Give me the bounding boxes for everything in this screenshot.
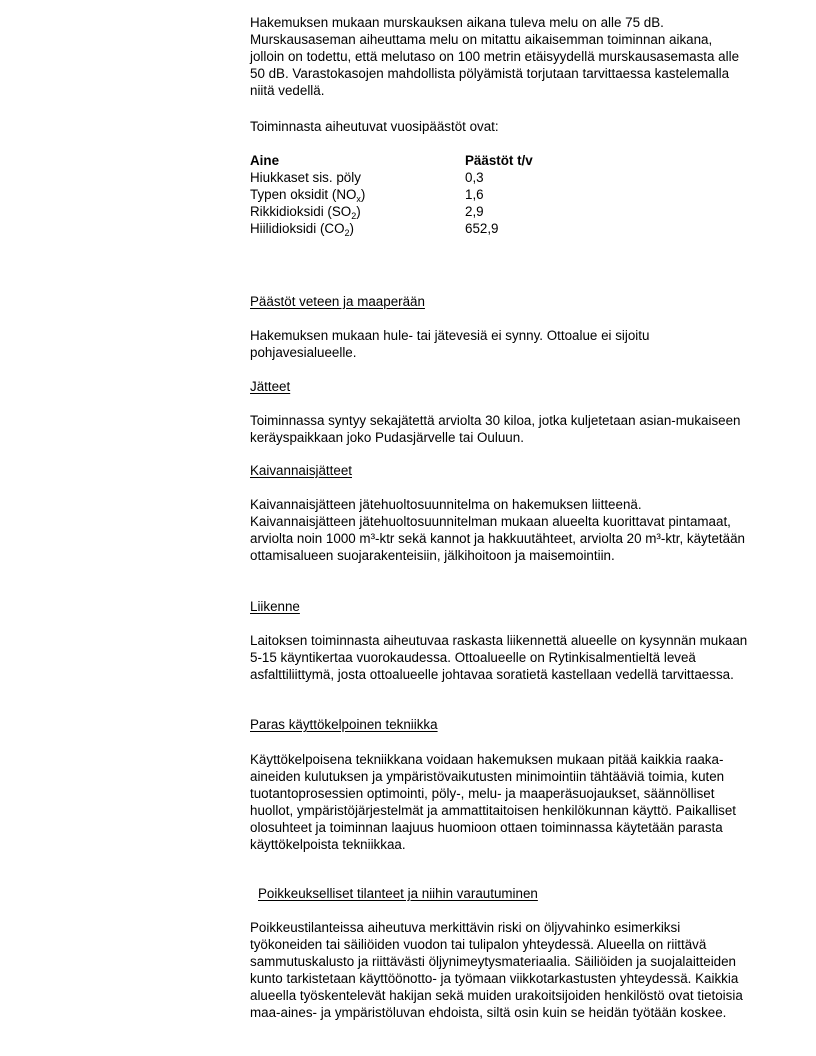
substance-cell: Typen oksidit $(NO_x)$ — [250, 186, 366, 204]
section-heading: Paras käyttökelpoinen tekniikka — [250, 717, 438, 732]
emissions-table-block — [250, 153, 750, 238]
table-row — [250, 170, 533, 187]
table-row — [250, 221, 533, 238]
section-water-soil — [250, 294, 750, 311]
section-heading: Liikenne — [250, 599, 300, 614]
section-text: Kaivannaisjätteen jätehuoltosuunnitelma on hakemuksen liitteenä. Kaivannaisjätteen jätehuoltosuunnitelman mukaan alueelta kuorittavat pintamaat, arviolta noin 1000 m³-ktr sekä kannot ja hakkuutähteet, arviolta 20 m³-ktr, käytetään ottamisalueen suojarakenteisiin, jälkihoitoon ja maisemointiin. — [250, 497, 745, 563]
section-text: Laitoksen toiminnasta aiheutuvaa raskasta liikennettä alueelle on kysynnän mukaan 5-15 käyntikertaa vuorokaudessa. Ottoalueelle on Rytinkisalmentieltä leveä asfalttiliittymä, josta ottoalueelle johtavaa soratietä kastellaan vedellä tarvittaessa. — [250, 633, 748, 682]
section-heading: Jätteet — [250, 379, 291, 394]
emissions-table — [250, 153, 533, 238]
value-cell: 1,6 — [465, 186, 484, 202]
header-substance: Aine — [250, 153, 280, 168]
section-extractive-waste — [250, 463, 750, 480]
section-heading: Poikkeukselliset tilanteet ja niihin varautuminen — [258, 886, 538, 901]
emissions-intro: Toiminnasta aiheutuvat vuosipäästöt ovat: — [250, 119, 499, 134]
section-waste — [250, 379, 750, 396]
section-traffic — [250, 599, 750, 616]
value-cell: 0,3 — [465, 169, 484, 185]
section-text: Käyttökelpoisena tekniikkana voidaan hakemuksen mukaan pitää kaikkia raaka-aineiden kulutuksen ja ympäristövaikutusten minimointiin tähtääviä toimia, kuten tuotantoprosessien optimointi, pöly-, melu- ja maaperäsuojaukset, säännölliset huollot, ympäristöjärjestelmät ja ammattitaitoisen henkilökunnan käyttö. Paikalliset olosuhteet ja toiminnan laajuus huomioon ottaen toiminnassa käytetään parasta käyttökelpoista tekniikkaa. — [250, 752, 737, 852]
section-exceptional — [250, 886, 750, 903]
section-water-soil-body — [250, 328, 750, 362]
section-extractive-waste-body — [250, 497, 750, 565]
section-heading: Päästöt veteen ja maaperään — [250, 294, 425, 309]
section-text: Toiminnassa syntyy sekajätettä arviolta 30 kiloa, jotka kuljetetaan asian-mukaiseen keräyspaikkaan joko Pudasjärvelle tai Ouluun. — [250, 413, 741, 445]
section-exceptional-body — [250, 920, 750, 1021]
section-text: Hakemuksen mukaan hule- tai jätevesiä ei synny. Ottoalue ei sijoitu pohjavesialueelle. — [250, 328, 650, 360]
value-cell: 652,9 — [465, 220, 499, 236]
emissions-intro-block — [250, 119, 750, 136]
intro-paragraph: Hakemuksen mukaan murskauksen aikana tuleva melu on alle 75 dB. Murskausaseman aiheuttama melu on mitattu aikaisemman toiminnan aikana, jolloin on todettu, että melutaso on 100 metrin etäisyydellä murskausasemasta alle 50 dB. Varastokasojen mahdollista pölyämistä torjutaan tarvittaessa kastelemalla niitä vedellä. — [250, 15, 740, 98]
substance-cell: Rikkidioksidi $(SO_2)$ — [250, 203, 361, 221]
section-waste-body — [250, 413, 750, 447]
section-text: Poikkeustilanteissa aiheutuva merkittävin riski on öljyvahinko esimerkiksi työkoneiden tai säiliöiden vuodon tai tulipalon yhteydessä. Alueella on riittävä sammutuskalusto ja riittävästi öljynimeytysmateriaalia. Säiliöiden ja suojalaitteiden kunto tarkistetaan käyttöönotto- ja työmaan viikkotarkastusten yhteydessä. Kaikkia alueella työskentelevät hakijan sekä muiden urakoitsijoiden henkilöstö ovat tietoisia maa-aines- ja ympäristöluvan ehdoista, siltä osin kuin se heidän työtään koskee. — [250, 920, 743, 1020]
section-traffic-body — [250, 633, 750, 684]
header-emissions: Päästöt t/v — [465, 153, 533, 168]
value-cell: 2,9 — [465, 203, 484, 219]
substance-cell: Hiilidioksidi $(CO_2)$ — [250, 220, 354, 238]
emissions-table-header — [250, 153, 533, 170]
section-heading: Kaivannaisjätteet — [250, 463, 352, 478]
intro-block — [250, 15, 750, 100]
substance-cell: Hiukkaset sis. pöly — [250, 169, 361, 185]
table-row — [250, 187, 533, 204]
table-row — [250, 204, 533, 221]
section-bat-body — [250, 752, 750, 853]
section-bat — [250, 717, 750, 734]
